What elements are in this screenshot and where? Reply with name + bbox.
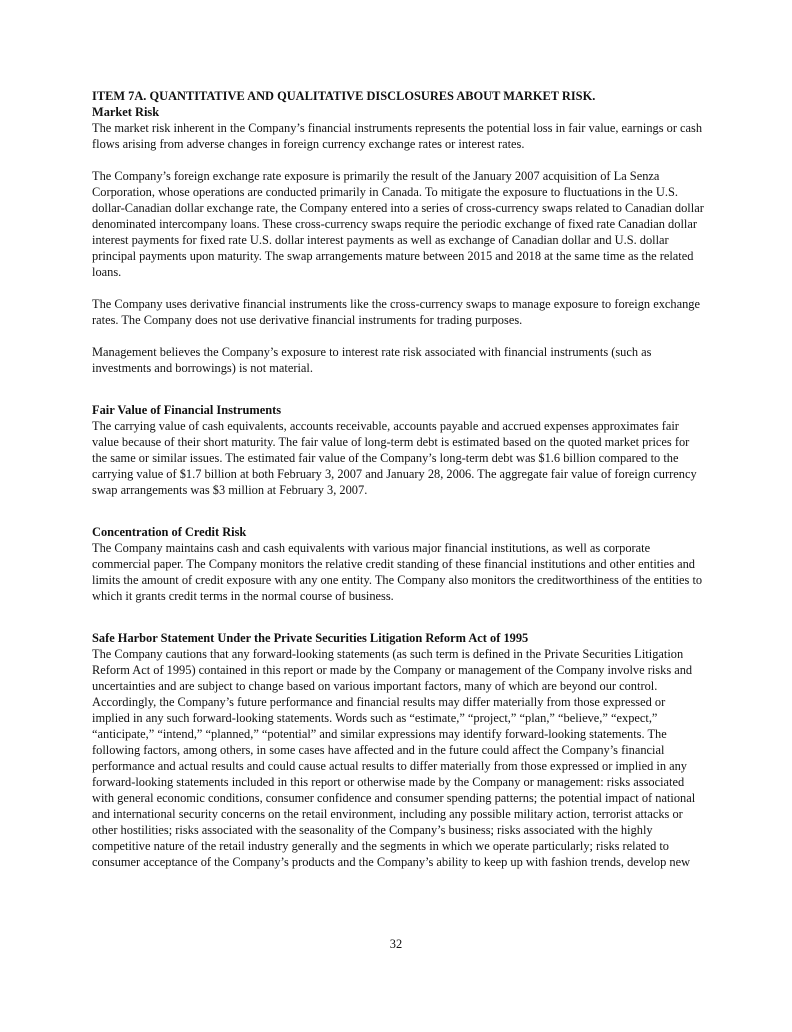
section-heading: Market Risk <box>92 105 160 119</box>
page-number: 32 <box>389 937 403 951</box>
paragraph: The Company uses derivative financial instruments like the cross-currency swaps to manage exposure to foreign exchange rates. The Company does not use derivative financial instruments for trading purposes. <box>92 297 700 327</box>
spacer <box>92 392 704 402</box>
section-credit-risk <box>92 524 704 604</box>
spacer <box>92 620 704 630</box>
item-heading: ITEM 7A. QUANTITATIVE AND QUALITATIVE DISCLOSURES ABOUT MARKET RISK. <box>92 89 596 103</box>
section-heading: Safe Harbor Statement Under the Private Securities Litigation Reform Act of 1995 <box>92 631 529 645</box>
document-page <box>92 88 704 870</box>
paragraph: Management believes the Company’s exposure to interest rate risk associated with financial instruments (such as investments and borrowings) is not material. <box>92 345 652 375</box>
paragraph: The market risk inherent in the Company’s financial instruments represents the potential loss in fair value, earnings or cash flows arising from adverse changes in foreign currency exchange rates or interest rates. <box>92 121 703 151</box>
section-heading: Concentration of Credit Risk <box>92 525 247 539</box>
section-heading: Fair Value of Financial Instruments <box>92 403 282 417</box>
paragraph: The Company’s foreign exchange rate exposure is primarily the result of the January 2007 acquisition of La Senza Corporation, whose operations are conducted primarily in Canada. To mitigate the exposure to fluctuations in the U.S. dollar-Canadian dollar exchange rate, the Company entered into a series of cross-currency swaps related to Canadian dollar denominated intercompany loans. These cross-currency swaps require the periodic exchange of fixed rate Canadian dollar interest payments for fixed rate U.S. dollar interest payments as well as exchange of Canadian dollar and U.S. dollar principal payments upon maturity. The swap arrangements mature between 2015 and 2018 at the same time as the related loans. <box>92 169 704 279</box>
section-fair-value <box>92 402 704 498</box>
paragraph: The Company cautions that any forward-looking statements (as such term is defined in the Private Securities Litigation Reform Act of 1995) contained in this report or made by the Company or management of the Company involve risks and uncertainties and are subject to change based on various important factors, many of which are beyond our control. Accordingly, the Company’s future performance and financial results may differ materially from those expressed or implied in any such forward-looking statements. Words such as “estimate,” “project,” “plan,” “believe,” “expect,” “anticipate,” “intend,” “planned,” “potential” and similar expressions may identify forward-looking statements. The following factors, among others, in some cases have affected and in the future could affect the Company’s financial performance and actual results and could cause actual results to differ materially from those expressed or implied in any forward-looking statements included in this report or otherwise made by the Company or management: risks associated with general economic conditions, consumer confidence and consumer spending patterns; the potential impact of national and international security concerns on the retail environment, including any possible military action, terrorist attacks or other hostilities; risks associated with the seasonality of the Company’s business; risks associated with the highly competitive nature of the retail industry generally and the segments in which we operate particularly; risks related to consumer acceptance of the Company’s products and the Company’s ability to keep up with fashion trends, develop new <box>92 647 696 869</box>
section-safe-harbor <box>92 630 704 870</box>
paragraph: The carrying value of cash equivalents, accounts receivable, accounts payable and accrued expenses approximates fair value because of their short maturity. The fair value of long-term debt is estimated based on the quoted market prices for the same or similar issues. The estimated fair value of the Company’s long-term debt was $1.6 billion compared to the carrying value of $1.7 billion at both February 3, 2007 and January 28, 2006. The aggregate fair value of foreign currency swap arrangements was $3 million at February 3, 2007. <box>92 419 697 497</box>
section-market-risk <box>92 104 704 376</box>
spacer <box>92 514 704 524</box>
paragraph: The Company maintains cash and cash equivalents with various major financial institutions, as well as corporate commercial paper. The Company monitors the relative credit standing of these financial institutions and other entities and limits the amount of credit exposure with any one entity. The Company also monitors the creditworthiness of the entities to which it grants credit terms in the normal course of business. <box>92 541 703 603</box>
